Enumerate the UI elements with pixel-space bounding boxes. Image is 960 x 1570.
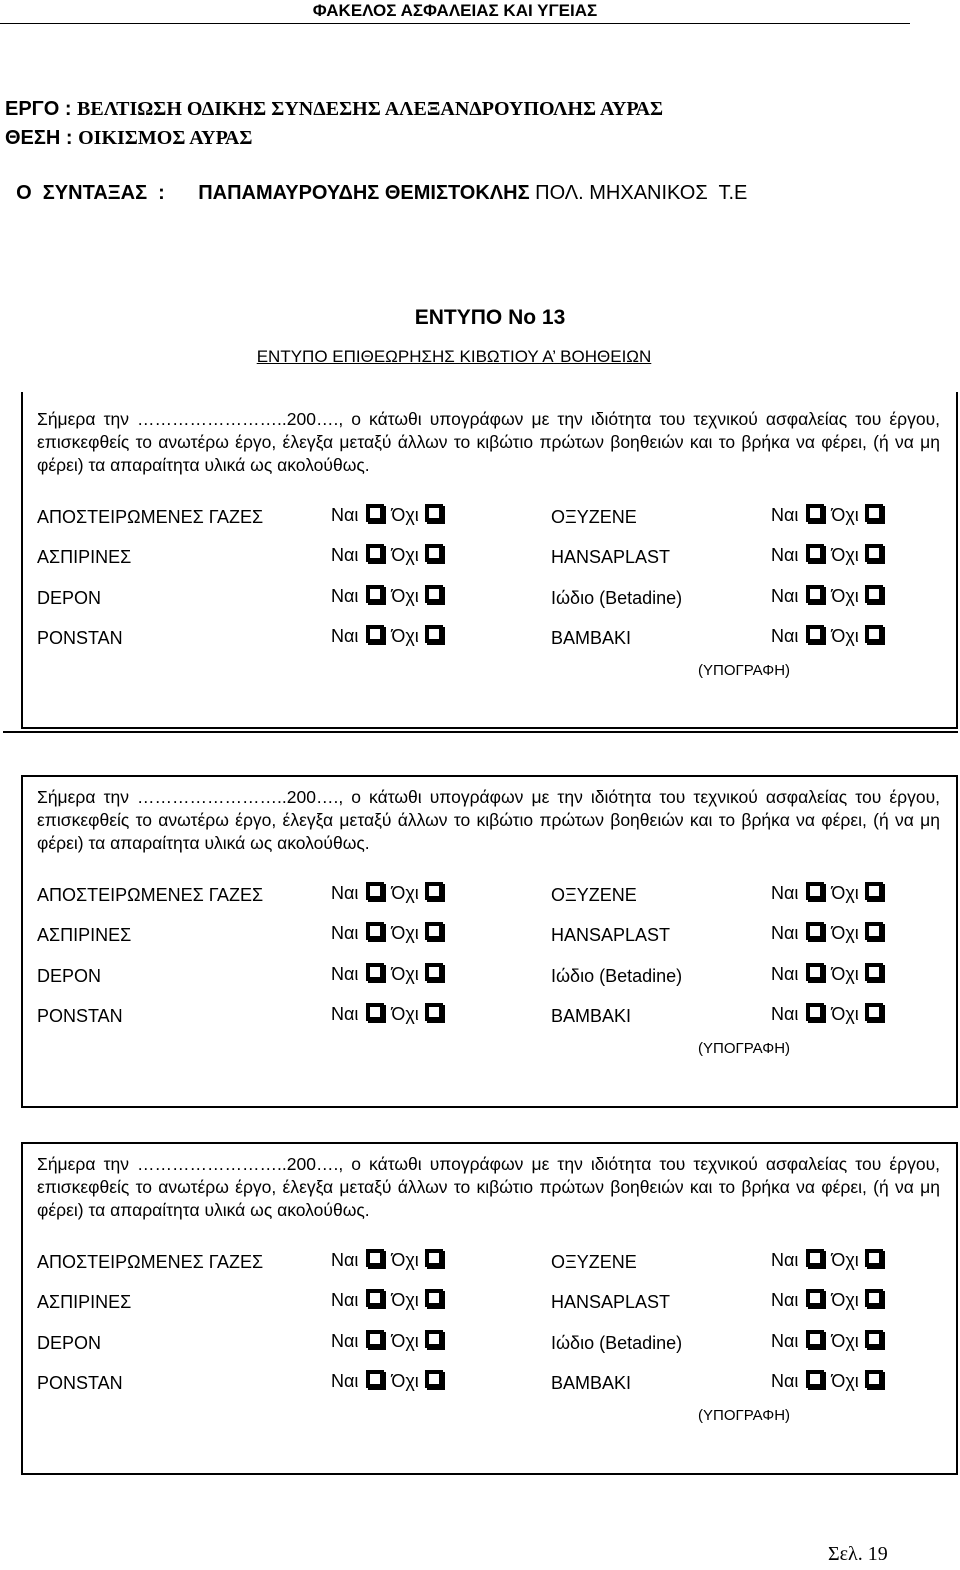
block2-right-row2-no-checkbox[interactable] (865, 922, 883, 940)
project-work-line (5, 96, 663, 122)
block3-left-row1-yes-no (331, 1249, 443, 1271)
block2-right-row3-no-label: Όχι (831, 964, 859, 984)
block1-left-row4-no-label: Όχι (391, 626, 419, 646)
item-label: ΑΣΠΙΡΙΝΕΣ (37, 925, 132, 945)
item-label: HANSAPLAST (551, 925, 671, 945)
block1-left-row1-yes-no (331, 504, 443, 526)
item-label: HANSAPLAST (551, 1292, 671, 1312)
block2-left-row1-yes-label: Ναι (331, 883, 359, 903)
item-label: ΑΣΠΙΡΙΝΕΣ (37, 547, 132, 567)
block3-right-row2-yes-no (771, 1289, 883, 1311)
block1-right-row2-yes-no (771, 544, 883, 566)
block1-right-row4-yes-label: Ναι (771, 626, 799, 646)
signature-label: (ΥΠΟΓΡΑΦΗ) (698, 1040, 791, 1057)
block2-left-row2-no-checkbox[interactable] (425, 922, 443, 940)
item-label: PONSTAN (37, 1006, 123, 1026)
section-divider (3, 731, 958, 733)
block2-right-row4-yes-no (771, 1003, 883, 1025)
block2-right-row3-yes-checkbox[interactable] (806, 963, 824, 981)
block1-left-row4-yes-checkbox[interactable] (366, 625, 384, 643)
block2-right-row1-no-label: Όχι (831, 883, 859, 903)
project-author-line (5, 154, 747, 206)
block3-right-row1-yes-no (771, 1249, 883, 1271)
block2-right-row4-no-checkbox[interactable] (865, 1003, 883, 1021)
page-header: ΦΑΚΕΛΟΣ ΑΣΦΑΛΕΙΑΣ ΚΑΙ ΥΓΕΙΑΣ (312, 1, 598, 20)
item-label: ΑΣΠΙΡΙΝΕΣ (37, 1292, 132, 1312)
block2-left-row1-yes-no (331, 882, 443, 904)
block1-left-row1-no-label: Όχι (391, 505, 419, 525)
location-label: ΘΕΣΗ : (5, 127, 79, 149)
author-label: Ο ΣΥΝΤΑΞΑΣ : (16, 182, 199, 204)
block2-left-row1-yes-checkbox[interactable] (366, 882, 384, 900)
item-label: Ιώδιο (Betadine) (551, 588, 683, 608)
block1-right-row1-no-label: Όχι (831, 505, 859, 525)
block1-right-row3-yes-label: Ναι (771, 586, 799, 606)
block2-right-row1-yes-label: Ναι (771, 883, 799, 903)
block1-left-row1-no-checkbox[interactable] (425, 504, 443, 522)
item-label: ΒΑΜΒΑΚΙ (551, 1373, 632, 1393)
block2-left-row4-yes-checkbox[interactable] (366, 1003, 384, 1021)
header-divider (0, 23, 910, 24)
block3-left-row4-yes-label: Ναι (331, 1371, 359, 1391)
form-title: ΕΝΤΥΠΟ Νο 13 (414, 306, 566, 329)
project-location-line (5, 125, 252, 151)
block1-left-row4-no-checkbox[interactable] (425, 625, 443, 643)
block1-left-row2-yes-label: Ναι (331, 545, 359, 565)
block2-left-row4-no-label: Όχι (391, 1004, 419, 1024)
intro-text-2: Σήμερα την ……………………..200…., ο κάτωθι υπογράφων με την ιδιότητα του τεχνικού ασφαλείας του έργου, επισκεφθείς το ανωτέρω έργο, έλεγξα μεταξύ άλλων το κιβώτιο πρώτων βοηθειών και το βρήκα να φέρει, (ή να μη φέρει) τα απαραίτητα υλικά ως ακολούθως. (37, 787, 940, 853)
block3-right-row1-yes-checkbox[interactable] (806, 1249, 824, 1267)
block1-right-row2-no-label: Όχι (831, 545, 859, 565)
block1-left-row3-yes-label: Ναι (331, 586, 359, 606)
block2-right-row1-no-checkbox[interactable] (865, 882, 883, 900)
block3-right-row2-yes-label: Ναι (771, 1290, 799, 1310)
block3-right-row3-no-label: Όχι (831, 1331, 859, 1351)
block1-left-row4-yes-no (331, 625, 443, 647)
block2-right-row1-yes-checkbox[interactable] (806, 882, 824, 900)
author-name: ΠΑΠΑΜΑΥΡΟΥΔΗΣ ΘΕΜΙΣΤΟΚΛΗΣ (198, 182, 530, 204)
block3-right-row4-yes-label: Ναι (771, 1371, 799, 1391)
block3-left-row1-no-checkbox[interactable] (425, 1249, 443, 1267)
block3-right-row2-no-label: Όχι (831, 1290, 859, 1310)
item-label: ΟΞΥΖΕΝΕ (551, 507, 637, 527)
block1-right-row3-no-label: Όχι (831, 586, 859, 606)
block2-right-row1-yes-no (771, 882, 883, 904)
item-label: ΑΠΟΣΤΕΙΡΩΜΕΝΕΣ ΓΑΖΕΣ (37, 507, 264, 527)
block1-right-row3-yes-no (771, 585, 883, 607)
item-label: ΑΠΟΣΤΕΙΡΩΜΕΝΕΣ ΓΑΖΕΣ (37, 885, 264, 905)
item-label: DEPON (37, 588, 102, 608)
block3-left-row2-yes-label: Ναι (331, 1290, 359, 1310)
item-label: ΒΑΜΒΑΚΙ (551, 1006, 632, 1026)
block3-left-row4-yes-no (331, 1370, 443, 1392)
item-label: HANSAPLAST (551, 547, 671, 567)
work-value: ΒΕΛΤΙΩΣΗ ΟΔΙΚΗΣ ΣΥΝΔΕΣΗΣ ΑΛΕΞΑΝΔΡΟΥΠΟΛΗΣ ΑΥΡΑΣ (77, 98, 664, 120)
block1-left-row2-yes-checkbox[interactable] (366, 544, 384, 562)
block1-right-row3-yes-checkbox[interactable] (806, 585, 824, 603)
block3-left-row1-yes-label: Ναι (331, 1250, 359, 1270)
block1-right-row3-no-checkbox[interactable] (865, 585, 883, 603)
block3-right-row4-yes-checkbox[interactable] (806, 1370, 824, 1388)
location-value: ΟΙΚΙΣΜΟΣ ΑΥΡΑΣ (78, 127, 253, 149)
block2-right-row2-yes-checkbox[interactable] (806, 922, 824, 940)
item-label: DEPON (37, 966, 102, 986)
block1-left-row2-no-label: Όχι (391, 545, 419, 565)
block2-right-row3-yes-no (771, 963, 883, 985)
block1-right-row1-yes-checkbox[interactable] (806, 504, 824, 522)
block3-left-row4-no-checkbox[interactable] (425, 1370, 443, 1388)
block2-left-row3-yes-no (331, 963, 443, 985)
block1-right-row2-no-checkbox[interactable] (865, 544, 883, 562)
block1-left-row1-yes-checkbox[interactable] (366, 504, 384, 522)
item-label: ΟΞΥΖΕΝΕ (551, 1252, 637, 1272)
block2-left-row4-no-checkbox[interactable] (425, 1003, 443, 1021)
block2-left-row2-no-label: Όχι (391, 923, 419, 943)
item-label: ΑΠΟΣΤΕΙΡΩΜΕΝΕΣ ΓΑΖΕΣ (37, 1252, 264, 1272)
block3-left-row2-yes-no (331, 1289, 443, 1311)
block1-right-row1-yes-label: Ναι (771, 505, 799, 525)
block3-left-row3-no-checkbox[interactable] (425, 1330, 443, 1348)
block1-left-row1-yes-label: Ναι (331, 505, 359, 525)
block2-left-row3-yes-label: Ναι (331, 964, 359, 984)
block3-right-row3-yes-checkbox[interactable] (806, 1330, 824, 1348)
block2-right-row4-no-label: Όχι (831, 1004, 859, 1024)
signature-label: (ΥΠΟΓΡΑΦΗ) (698, 662, 791, 679)
block3-left-row3-yes-label: Ναι (331, 1331, 359, 1351)
block3-left-row1-yes-checkbox[interactable] (366, 1249, 384, 1267)
block1-right-row2-yes-label: Ναι (771, 545, 799, 565)
block2-right-row3-no-checkbox[interactable] (865, 963, 883, 981)
item-label: Ιώδιο (Betadine) (551, 966, 683, 986)
block1-left-row2-yes-no (331, 544, 443, 566)
block1-right-row4-no-checkbox[interactable] (865, 625, 883, 643)
block3-left-row2-yes-checkbox[interactable] (366, 1289, 384, 1307)
block2-right-row2-yes-no (771, 922, 883, 944)
block3-right-row2-no-checkbox[interactable] (865, 1289, 883, 1307)
block3-left-row1-no-label: Όχι (391, 1250, 419, 1270)
block2-right-row4-yes-label: Ναι (771, 1004, 799, 1024)
block1-left-row3-no-checkbox[interactable] (425, 585, 443, 603)
block1-right-row2-yes-checkbox[interactable] (806, 544, 824, 562)
block3-right-row3-yes-label: Ναι (771, 1331, 799, 1351)
block1-left-row4-yes-label: Ναι (331, 626, 359, 646)
block3-right-row4-yes-no (771, 1370, 883, 1392)
block1-right-row4-no-label: Όχι (831, 626, 859, 646)
work-label: ΕΡΓΟ : (5, 98, 78, 120)
block1-left-row3-no-label: Όχι (391, 586, 419, 606)
author-title: ΠΟΛ. ΜΗΧΑΝΙΚΟΣ Τ.Ε (529, 182, 748, 204)
block2-right-row3-yes-label: Ναι (771, 964, 799, 984)
block1-right-row4-yes-no (771, 625, 883, 647)
block3-right-row4-no-label: Όχι (831, 1371, 859, 1391)
block3-left-row4-yes-checkbox[interactable] (366, 1370, 384, 1388)
intro-text-3: Σήμερα την ……………………..200…., ο κάτωθι υπογράφων με την ιδιότητα του τεχνικού ασφαλείας του έργου, επισκεφθείς το ανωτέρω έργο, έλεγξα μεταξύ άλλων το κιβώτιο πρώτων βοηθειών και το βρήκα να φέρει, (ή να μη φέρει) τα απαραίτητα υλικά ως ακολούθως. (37, 1154, 940, 1220)
block2-left-row4-yes-label: Ναι (331, 1004, 359, 1024)
page-number: Σελ. 19 (828, 1543, 888, 1565)
block3-right-row3-yes-no (771, 1330, 883, 1352)
block3-right-row1-no-label: Όχι (831, 1250, 859, 1270)
block2-right-row4-yes-checkbox[interactable] (806, 1003, 824, 1021)
block2-left-row1-no-label: Όχι (391, 883, 419, 903)
intro-text-1: Σήμερα την ……………………..200…., ο κάτωθι υπογράφων με την ιδιότητα του τεχνικού ασφαλείας του έργου, επισκεφθείς το ανωτέρω έργο, έλεγξα μεταξύ άλλων το κιβώτιο πρώτων βοηθειών και το βρήκα να φέρει, (ή να μη φέρει) τα απαραίτητα υλικά ως ακολούθως. (37, 409, 940, 475)
block3-right-row1-yes-label: Ναι (771, 1250, 799, 1270)
item-label: ΟΞΥΖΕΝΕ (551, 885, 637, 905)
block1-right-row1-yes-no (771, 504, 883, 526)
block1-left-row3-yes-checkbox[interactable] (366, 585, 384, 603)
item-label: PONSTAN (37, 628, 123, 648)
block2-left-row2-yes-no (331, 922, 443, 944)
block2-left-row4-yes-no (331, 1003, 443, 1025)
block3-left-row3-yes-checkbox[interactable] (366, 1330, 384, 1348)
item-label: PONSTAN (37, 1373, 123, 1393)
block1-left-row3-yes-no (331, 585, 443, 607)
block1-right-row1-no-checkbox[interactable] (865, 504, 883, 522)
block2-right-row2-yes-label: Ναι (771, 923, 799, 943)
block2-left-row2-yes-label: Ναι (331, 923, 359, 943)
block3-left-row2-no-label: Όχι (391, 1290, 419, 1310)
item-label: ΒΑΜΒΑΚΙ (551, 628, 632, 648)
item-label: DEPON (37, 1333, 102, 1353)
block3-left-row3-no-label: Όχι (391, 1331, 419, 1351)
block2-right-row2-no-label: Όχι (831, 923, 859, 943)
block3-left-row4-no-label: Όχι (391, 1371, 419, 1391)
signature-label: (ΥΠΟΓΡΑΦΗ) (698, 1407, 791, 1424)
block2-left-row3-no-label: Όχι (391, 964, 419, 984)
block1-right-row4-yes-checkbox[interactable] (806, 625, 824, 643)
block3-right-row2-yes-checkbox[interactable] (806, 1289, 824, 1307)
block2-left-row3-yes-checkbox[interactable] (366, 963, 384, 981)
block3-left-row3-yes-no (331, 1330, 443, 1352)
block2-left-row3-no-checkbox[interactable] (425, 963, 443, 981)
block2-left-row1-no-checkbox[interactable] (425, 882, 443, 900)
item-label: Ιώδιο (Betadine) (551, 1333, 683, 1353)
block3-left-row2-no-checkbox[interactable] (425, 1289, 443, 1307)
form-subtitle: ΕΝΤΥΠΟ ΕΠΙΘΕΩΡΗΣΗΣ ΚΙΒΩΤΙΟΥ Α’ ΒΟΗΘΕΙΩΝ (256, 347, 652, 366)
block3-right-row1-no-checkbox[interactable] (865, 1249, 883, 1267)
block3-right-row4-no-checkbox[interactable] (865, 1370, 883, 1388)
block2-left-row2-yes-checkbox[interactable] (366, 922, 384, 940)
block1-left-row2-no-checkbox[interactable] (425, 544, 443, 562)
block3-right-row3-no-checkbox[interactable] (865, 1330, 883, 1348)
